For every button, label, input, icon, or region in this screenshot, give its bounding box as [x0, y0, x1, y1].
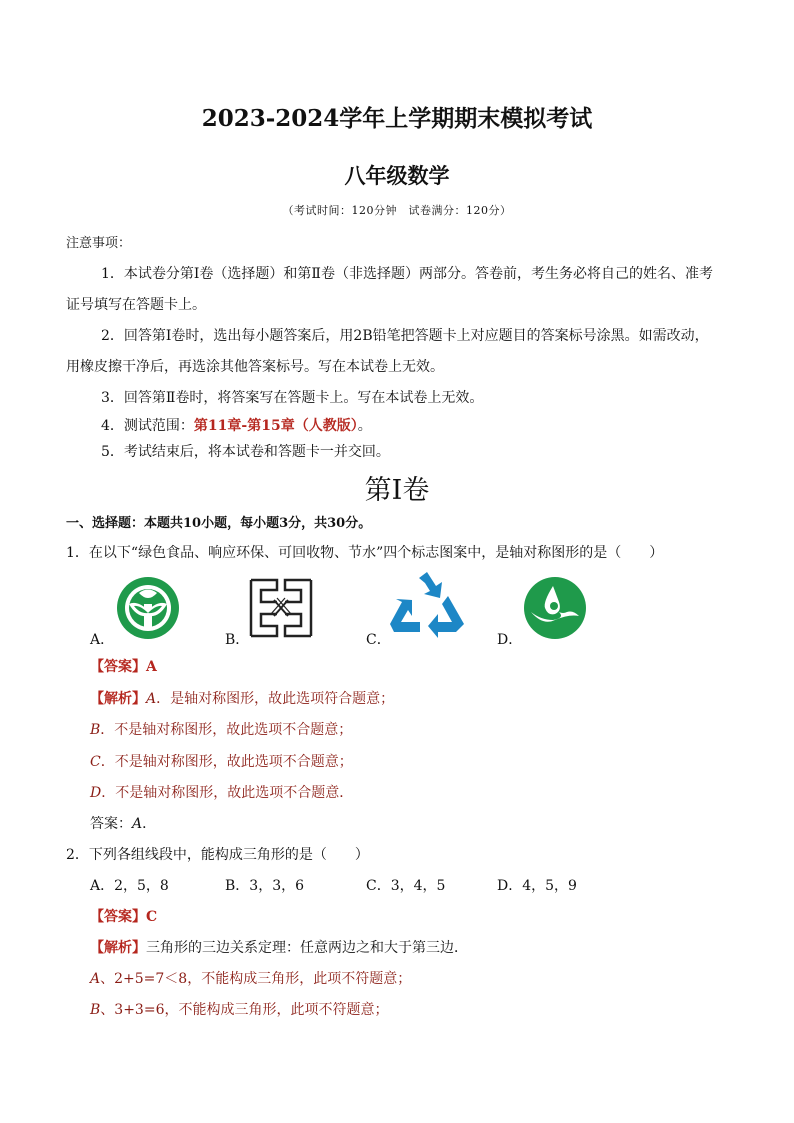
notice-item-4-suffix: 。 — [357, 418, 372, 434]
q1-conclusion-letter: A — [132, 816, 143, 832]
q1-stem: 1．在以下“绿色食品、响应环保、可回收物、节水”四个标志图案中，是轴对称图形的是（ ） — [66, 545, 664, 561]
exam-subtitle: 八年级数学 — [344, 163, 450, 188]
q2-choice-c: C．3，4，5 — [366, 878, 446, 894]
notice-heading: 注意事项： — [66, 236, 132, 251]
q2-analysis — [90, 937, 468, 957]
q1-analysis-d-letter: D — [90, 785, 102, 801]
q1-analysis-label: 【解析】 — [90, 691, 146, 707]
q2-answer — [90, 906, 157, 926]
q1-analysis-b — [90, 719, 352, 739]
q2-line-b — [90, 999, 388, 1019]
q1-analysis-d-text: ．不是轴对称图形，故此选项不合题意． — [101, 785, 354, 801]
q2-line-b-letter: B — [90, 1002, 101, 1018]
section-1-heading: 一、选择题：本题共10小题，每小题3分，共30分。 — [66, 516, 372, 531]
q1-answer-value: A — [146, 659, 157, 675]
q1-option-c-label: C． — [366, 632, 391, 648]
environmental-icon — [247, 576, 315, 640]
notice-item-2-line-2: 用橡皮擦干净后，再选涂其他答案标号。写在本试卷上无效。 — [66, 359, 444, 375]
water-saving-icon — [523, 576, 587, 640]
q1-analysis-d — [90, 782, 353, 802]
q2-line-a-text: 、2+5=7＜8，不能构成三角形，此项不符题意； — [100, 971, 412, 987]
notice-item-1-line-1: 1．本试卷分第Ⅰ卷（选择题）和第Ⅱ卷（非选择题）两部分。答卷前，考生务必将自己的姓名、准考 — [101, 266, 713, 282]
q2-choice-a: A．2，5，8 — [90, 878, 169, 894]
test-range: 第11章-第15章（人教版） — [193, 418, 358, 434]
q1-analysis-c-text: ．不是轴对称图形，故此选项不合题意； — [100, 754, 353, 770]
q1-conclusion-suffix: ． — [142, 816, 157, 832]
q2-answer-label: 【答案】 — [90, 909, 146, 925]
q2-choice-b: B．3，3，6 — [225, 878, 305, 894]
q1-conclusion — [90, 813, 156, 833]
q2-line-a — [90, 968, 411, 988]
q1-answer — [90, 656, 157, 676]
notice-item-4 — [101, 415, 372, 435]
volume-title: 第Ⅰ卷 — [364, 475, 430, 506]
exam-title: 2023-2024学年上学期期末模拟考试 — [201, 105, 593, 132]
q1-conclusion-prefix: 答案： — [90, 816, 132, 832]
q2-line-a-letter: A — [90, 971, 101, 987]
q2-analysis-text: 三角形的三边关系定理：任意两边之和大于第三边． — [146, 940, 468, 956]
q1-option-d-label: D． — [497, 632, 523, 648]
q1-option-b-label: B． — [225, 632, 250, 648]
exam-info: （考试时间：120分钟 试卷满分：120分） — [282, 204, 512, 217]
q2-line-b-text: 、3+3=6，不能构成三角形，此项不符题意； — [100, 1002, 389, 1018]
green-food-icon — [115, 576, 181, 640]
notice-item-4-prefix: 4．测试范围： — [101, 418, 194, 434]
q1-analysis-b-letter: B — [90, 722, 101, 738]
q1-analysis-a-letter: A — [146, 691, 157, 707]
q2-answer-value: C — [146, 909, 158, 925]
q1-analysis-a-text: ．是轴对称图形，故此选项符合题意； — [156, 691, 395, 707]
notice-item-3: 3．回答第Ⅱ卷时，将答案写在答题卡上。写在本试卷上无效。 — [101, 390, 484, 406]
q1-analysis-a — [90, 688, 394, 708]
q1-analysis-b-text: ．不是轴对称图形，故此选项不合题意； — [100, 722, 353, 738]
recycle-icon — [388, 572, 466, 640]
q2-stem: 2．下列各组线段中，能构成三角形的是（ ） — [66, 847, 369, 863]
notice-item-1-line-2: 证号填写在答题卡上。 — [66, 297, 206, 313]
q1-option-a-label: A． — [90, 632, 115, 648]
q1-analysis-c-letter: C — [90, 754, 101, 770]
notice-item-5: 5．考试结束后，将本试卷和答题卡一并交回。 — [101, 444, 390, 460]
q1-analysis-c — [90, 751, 353, 771]
q2-choice-d: D．4，5，9 — [497, 878, 577, 894]
q2-analysis-label: 【解析】 — [90, 940, 146, 956]
notice-item-2-line-1: 2．回答第Ⅰ卷时，选出每小题答案后，用2B铅笔把答题卡上对应题目的答案标号涂黑。如需改动， — [101, 328, 709, 344]
q1-answer-label: 【答案】 — [90, 659, 146, 675]
